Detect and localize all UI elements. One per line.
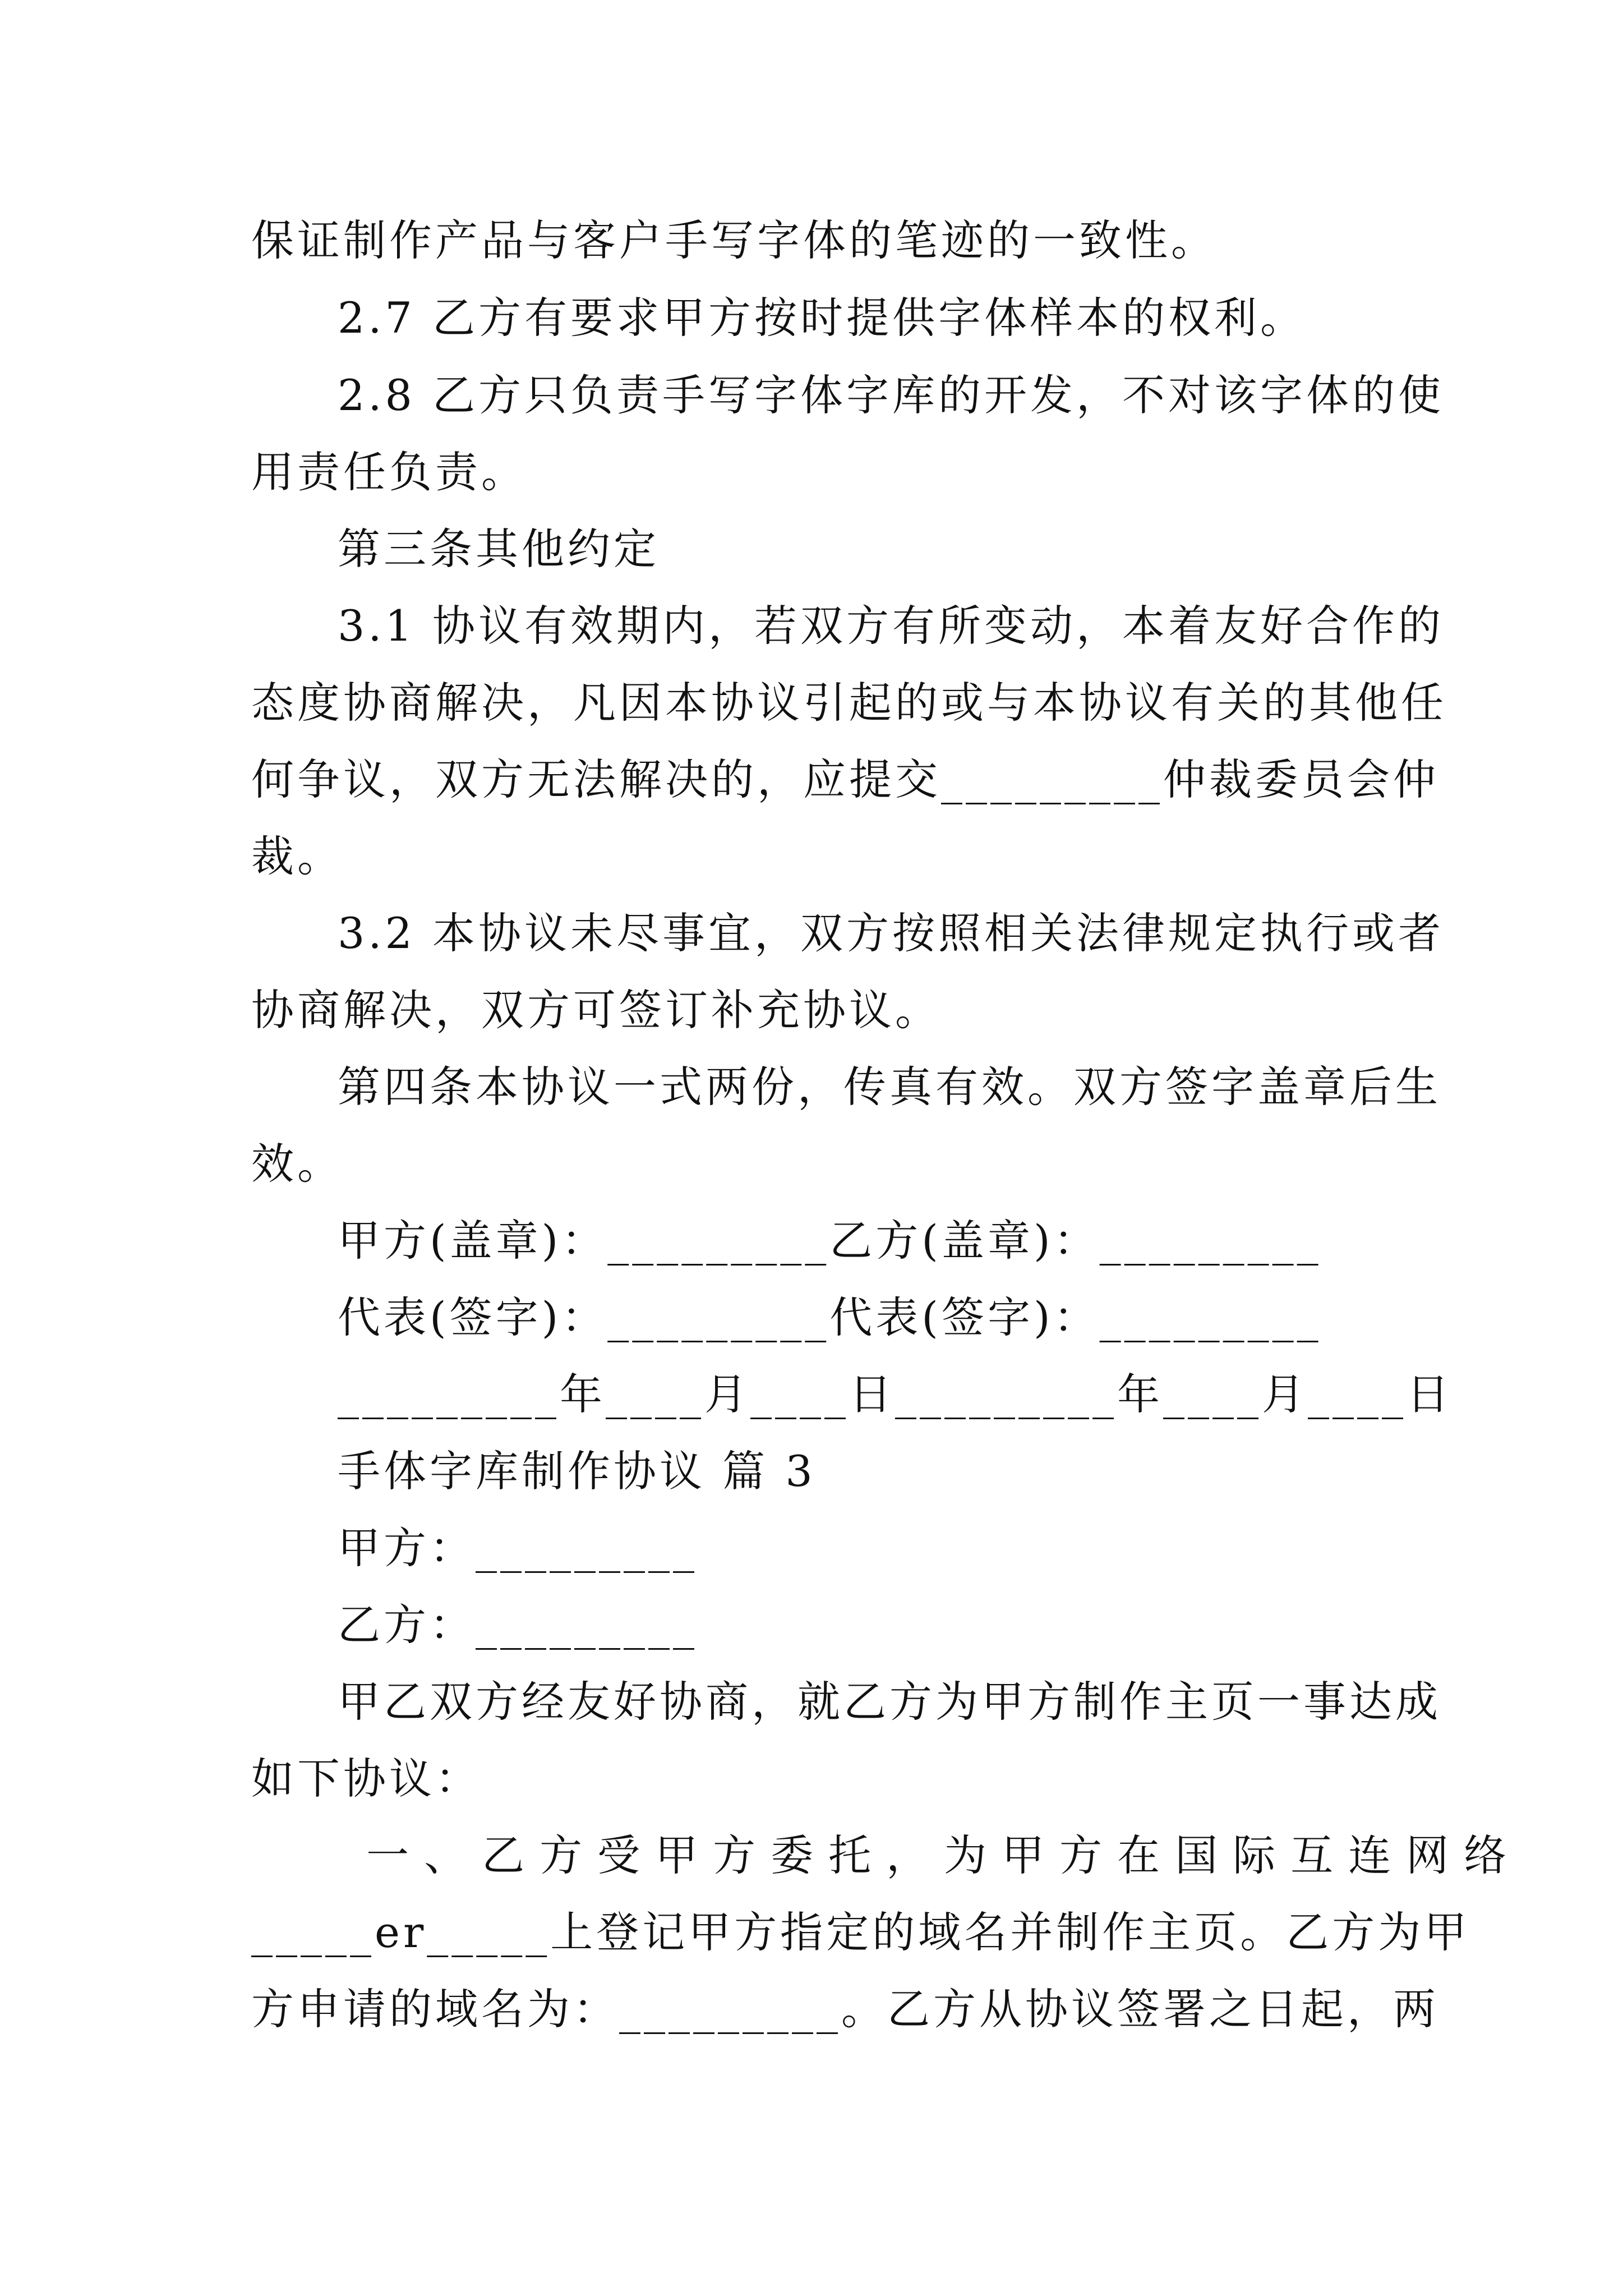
section-title: 手体字库制作协议 篇 3	[338, 1446, 816, 1496]
paragraph-line: _____er_____上登记甲方指定的域名并制作主页。乙方为甲	[251, 1907, 1470, 1957]
paragraph-line: 方申请的域名为：_________。乙方从协议签署之日起，两	[251, 1984, 1439, 2034]
clause-2-8: 2.8 乙方只负责手写字体字库的开发，不对该字体的使	[338, 370, 1445, 420]
paragraph-line: 保证制作产品与客户手写字体的笔迹的一致性。	[251, 215, 1217, 265]
agreement-intro: 甲乙双方经友好协商，就乙方为甲方制作主页一事达成	[338, 1677, 1441, 1727]
item-1: 一、乙方受甲方委托，为甲方在国际互连网络	[338, 1830, 1522, 1880]
date-line: _________年____月____日_________年____月____日	[338, 1369, 1453, 1419]
clause-2-7: 2.7 乙方有要求甲方按时提供字体样本的权利。	[338, 293, 1307, 343]
signature-line: 代表(签字)：_________代表(签字)：_________	[338, 1292, 1322, 1342]
article-4: 第四条本协议一式两份，传真有效。双方签字盖章后生	[338, 1062, 1441, 1112]
clause-3-1: 3.1 协议有效期内，若双方有所变动，本着友好合作的	[338, 601, 1445, 651]
clause-3-2: 3.2 本协议未尽事宜，双方按照相关法律规定执行或者	[338, 908, 1445, 958]
seal-line: 甲方(盖章)：_________乙方(盖章)：_________	[338, 1216, 1322, 1266]
paragraph-line: 协商解决，双方可签订补充协议。	[251, 985, 941, 1035]
paragraph-line: 用责任负责。	[251, 447, 527, 497]
article-3-heading: 第三条其他约定	[338, 524, 660, 574]
paragraph-line: 裁。	[251, 831, 343, 881]
paragraph-line: 何争议，双方无法解决的，应提交_________仲裁委员会仲	[251, 754, 1439, 804]
party-b-line: 乙方：_________	[338, 1600, 698, 1650]
paragraph-line: 态度协商解决，凡因本协议引起的或与本协议有关的其他任	[251, 678, 1447, 728]
party-a-line: 甲方：_________	[338, 1523, 698, 1573]
paragraph-line: 效。	[251, 1139, 343, 1189]
paragraph-line: 如下协议：	[251, 1754, 481, 1803]
